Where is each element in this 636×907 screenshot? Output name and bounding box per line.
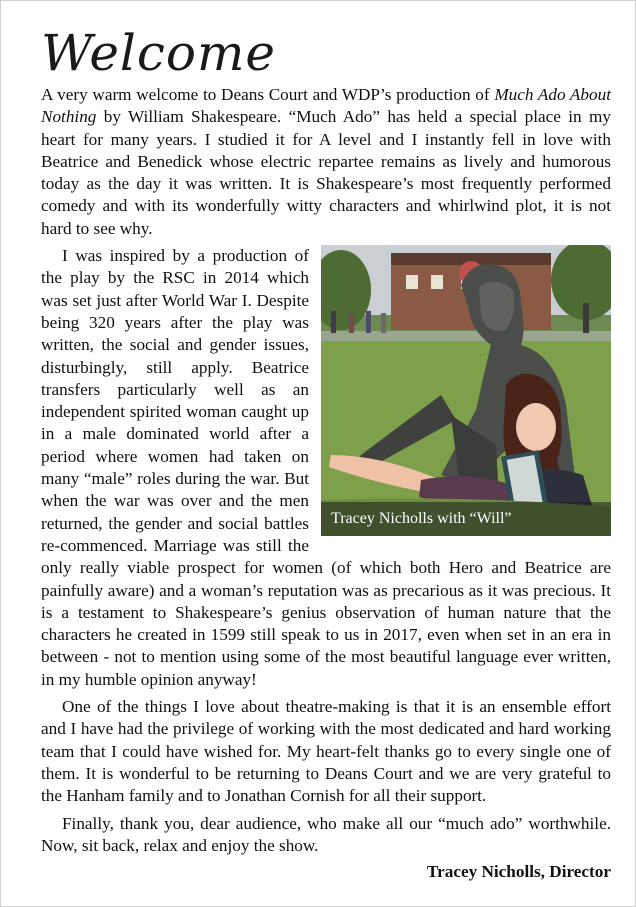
- paragraph-closing: Finally, thank you, dear audience, who make all our “much ado” worthwhile. Now, sit back, relax and enjoy the show.: [41, 813, 611, 855]
- welcome-text: [41, 84, 611, 883]
- director-signature: Tracey Nicholls, Director: [426, 862, 611, 882]
- paragraph-inspiration: [41, 245, 611, 691]
- intro-text-start: A very warm welcome to Deans Court and WDP’s production of: [41, 85, 495, 104]
- statue-photo: [321, 245, 611, 536]
- play-title: Much Ado About Nothing: [41, 85, 611, 127]
- intro-text-end: by William Shakespeare. “Much Ado” has held a special place in my heart for many years. I studied it for A level and I instantly fell in love with Beatrice and Benedick whose electric repartee remains as lively and humorous today as the day it was written. It is Shakespeare’s most frequently performed comedy and with its wonderfully witty characters and whirlwind plot, it is not hard to see why.: [41, 107, 611, 238]
- statue-photo-image: [321, 245, 611, 536]
- photo-caption: Tracey Nicholls with “Will”: [321, 502, 611, 536]
- paragraph-intro: [41, 84, 611, 240]
- paragraph-thanks: One of the things I love about theatre-making is that it is an ensemble effort and I have had the privilege of working with the most dedicated and hard working team that I could have wished for. My heart-felt thanks go to every single one of them. It is wonderful to be returning to Deans Court and we are very grateful to the Hanham family and to Jonathan Cornish for all their support.: [41, 697, 611, 806]
- page-title: Welcome: [41, 24, 277, 82]
- inspiration-text: I was inspired by a production of the play by the RSC in 2014 which was set just after World War I. Despite being 320 years after the play was written, the social and gender issues, disturbingly, still apply. Beatrice transfers particularly well as an independent spirited woman caught up in a male dominated world after a period where women had taken on many “male” roles during the war. But when the war was over and the men returned, the gender and social battles re-commenced. Marriage was still the only really viable prospect for women (of which both Hero and Beatrice are painfully aware) and a woman’s reputation was as precarious as it was precious. It is a testament to Shakespeare’s genius observation of human nature that the characters he created in 1599 still speak to us in 2017, even when set in an era in between - not to mention using some of the most beautiful language ever written, in my humble opinion anyway!: [41, 246, 611, 689]
